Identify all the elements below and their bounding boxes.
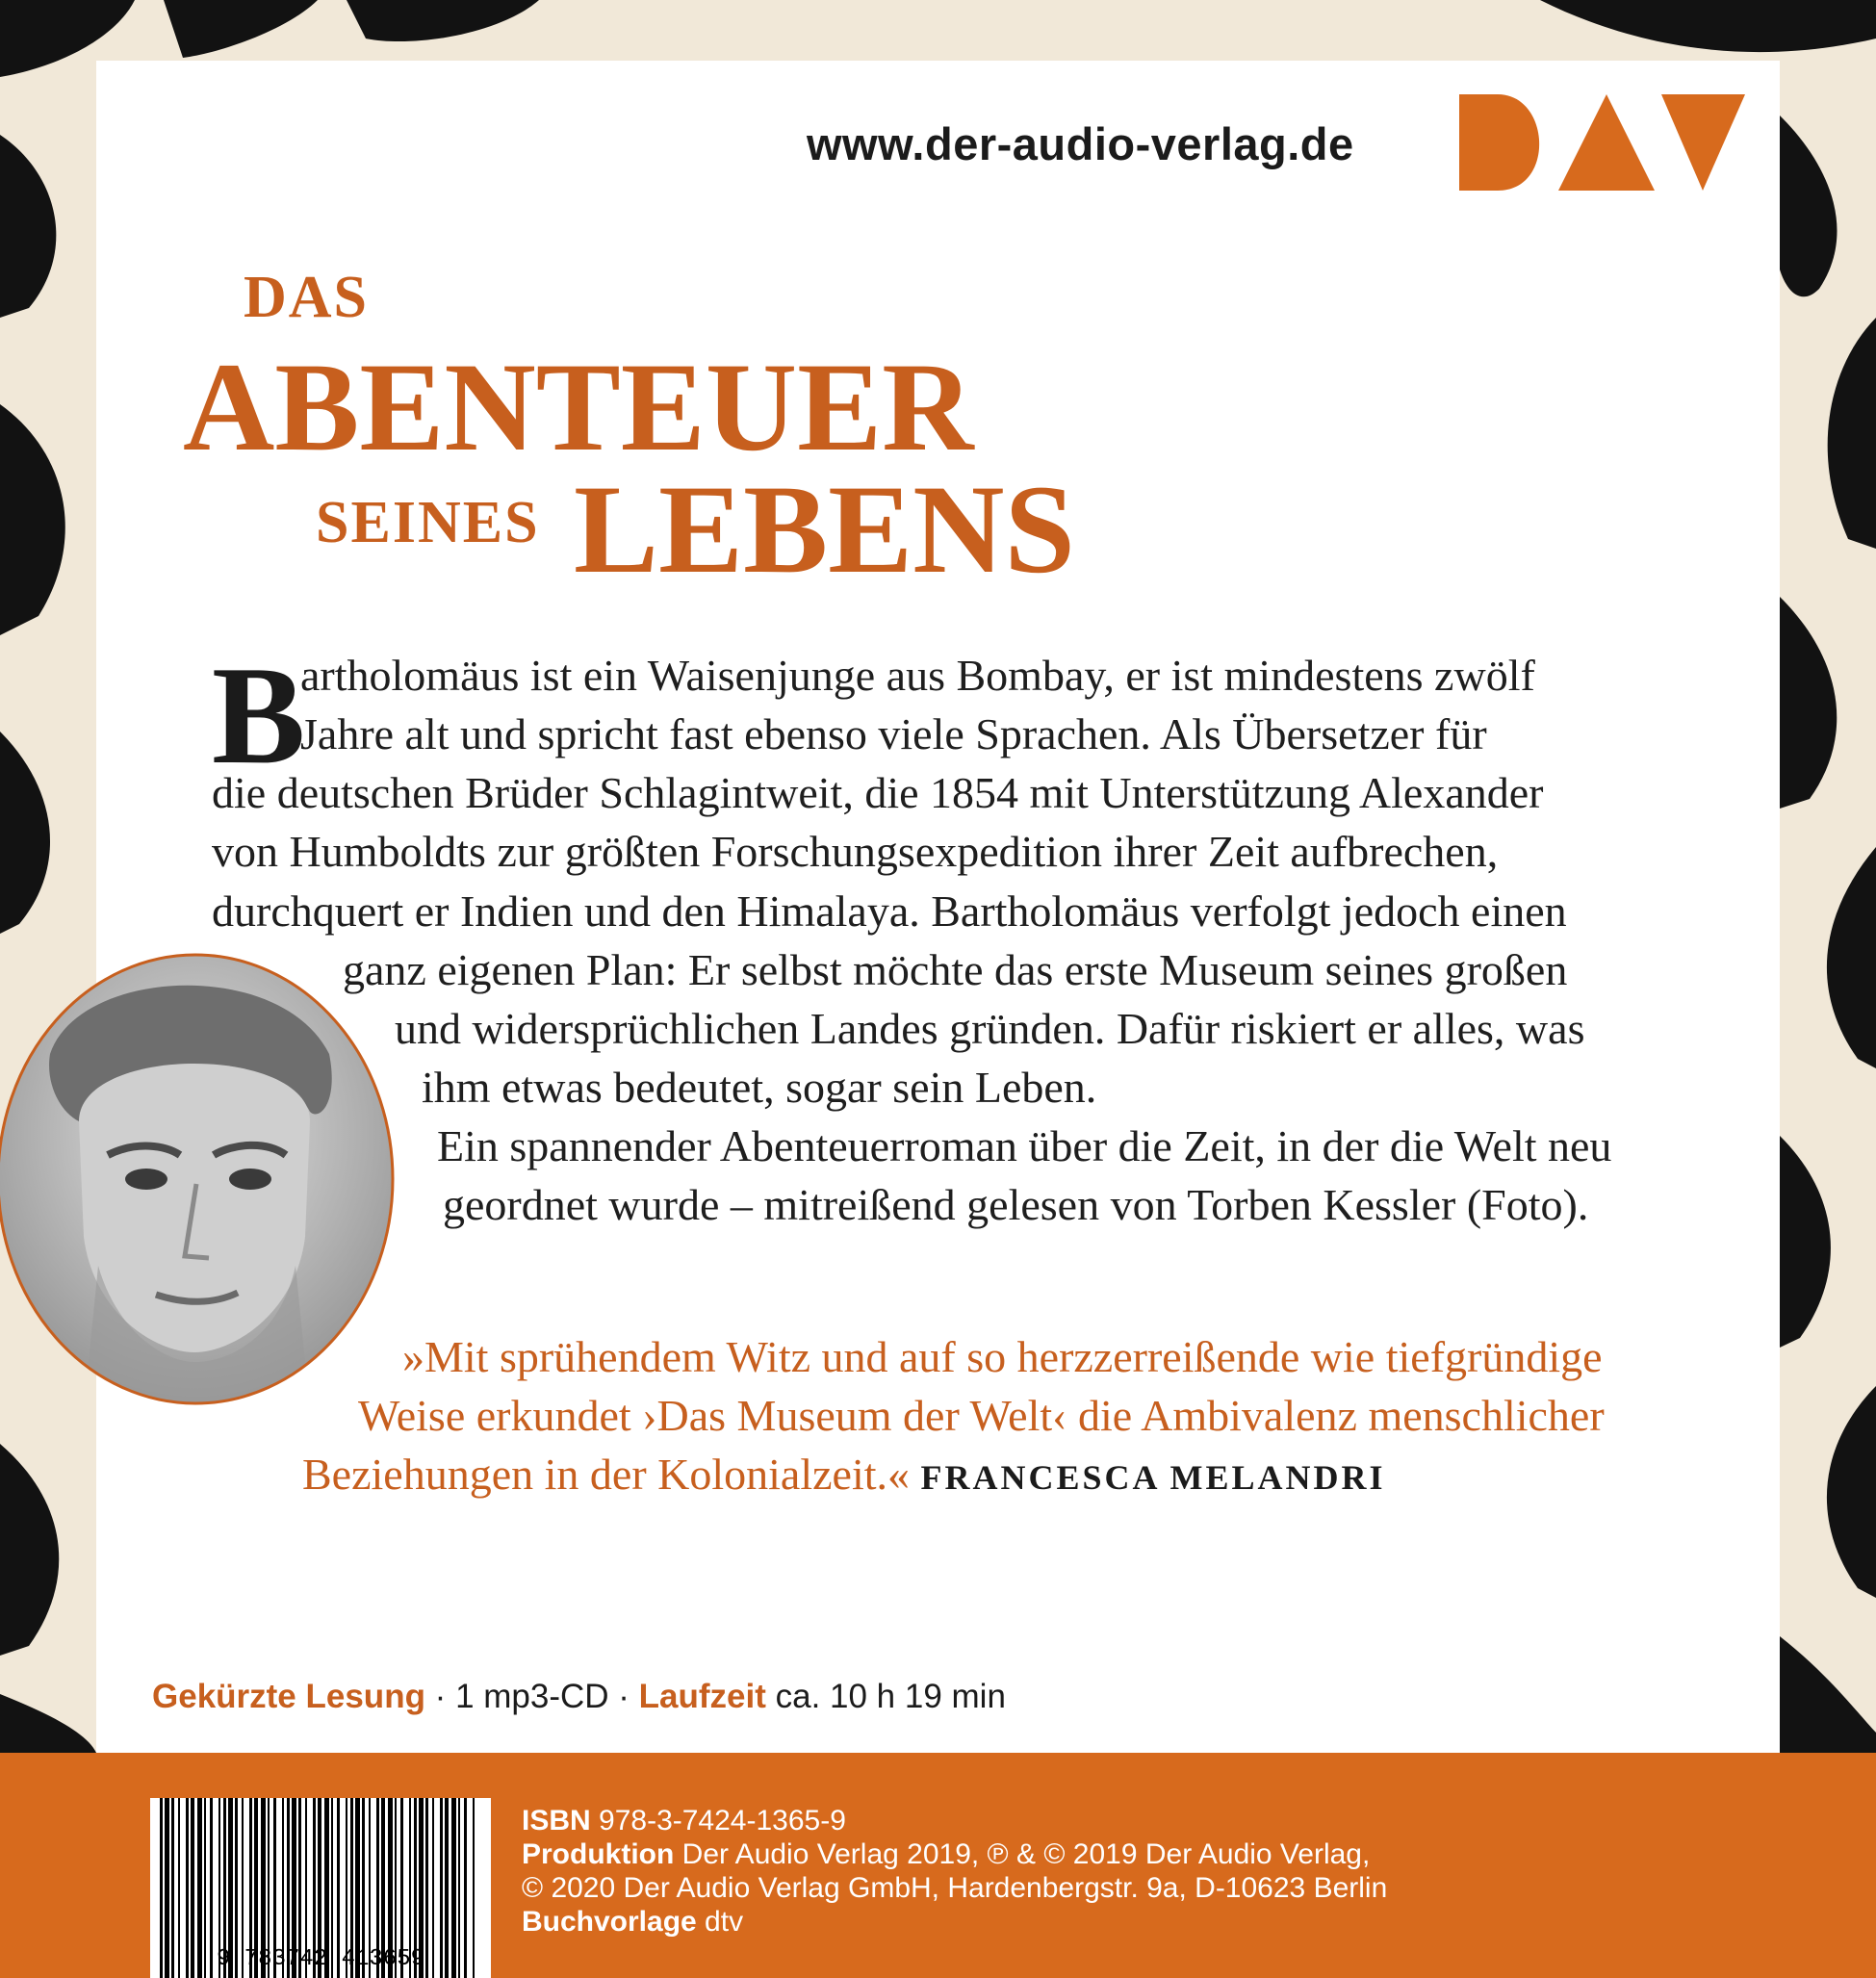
barcode-digits: 9 783742 413659 — [216, 1946, 425, 1972]
production-row: Produktion Der Audio Verlag 2019, ℗ & © 2019 Der Audio Verlag, — [522, 1838, 1371, 1870]
blurb-line: artholomäus ist ein Waisenjunge aus Bombay, er ist mindestens zwölf — [300, 651, 1535, 700]
title-das: DAS — [244, 265, 370, 330]
blurb-line: und widersprüchlichen Landes gründen. Dafür riskiert er alles, was — [395, 1004, 1585, 1053]
publisher-url[interactable]: www.der-audio-verlag.de — [807, 118, 1354, 169]
title-lebens: LEBENS — [574, 458, 1075, 600]
title-abenteuer: ABENTEUER — [183, 336, 974, 477]
product-info — [152, 1678, 1006, 1716]
blurb-line: Jahre alt und spricht fast ebenso viele Sprachen. Als Übersetzer für — [300, 709, 1487, 758]
runtime-label: Laufzeit — [638, 1678, 766, 1715]
blurb-line: von Humboldts zur größten Forschungsexpedition ihrer Zeit aufbrechen, — [212, 827, 1499, 876]
quote-line — [302, 1452, 1386, 1497]
blurb-line: die deutschen Brüder Schlagintweit, die 1854 mit Unterstützung Alexander — [212, 768, 1544, 817]
isbn-row: ISBN 978-3-7424-1365-9 — [522, 1805, 846, 1837]
production-row-2: © 2020 Der Audio Verlag GmbH, Hardenbergstr. 9a, D-10623 Berlin — [522, 1872, 1388, 1904]
blurb-line: ihm etwas bedeutet, sogar sein Leben. — [422, 1063, 1097, 1112]
blurb-dropcap: B — [212, 637, 306, 793]
quote-author: FRANCESCA MELANDRI — [920, 1458, 1386, 1497]
edition-label: Gekürzte Lesung — [152, 1678, 425, 1715]
quote-last-text: Beziehungen in der Kolonialzeit.« — [302, 1450, 911, 1499]
separator: · — [608, 1678, 639, 1715]
quote-line: »Mit sprühendem Witz und auf so herzzerreißende wie tiefgründige — [402, 1332, 1603, 1381]
narrator-portrait — [0, 948, 398, 1410]
format-value: 1 mp3-CD — [455, 1678, 609, 1715]
blurb-line: durchquert er Indien und den Himalaya. Bartholomäus verfolgt jedoch einen — [212, 886, 1567, 936]
quote-line: Weise erkundet ›Das Museum der Welt‹ die Ambivalenz menschlicher — [358, 1391, 1605, 1440]
runtime-value: ca. 10 h 19 min — [765, 1678, 1006, 1715]
legal-info — [522, 1804, 1387, 1939]
blurb-line: ganz eigenen Plan: Er selbst möchte das erste Museum seines großen — [343, 945, 1568, 994]
title-seines: SEINES — [316, 490, 540, 555]
barcode — [150, 1798, 491, 1978]
blurb-line: Ein spannender Abenteuerroman über die Zeit, in der die Welt neu — [437, 1121, 1612, 1170]
blurb-line: geordnet wurde – mitreißend gelesen von Torben Kessler (Foto). — [443, 1180, 1589, 1229]
dav-logo — [1459, 94, 1745, 191]
source-row: Buchvorlage dtv — [522, 1906, 744, 1938]
separator: · — [424, 1678, 456, 1715]
